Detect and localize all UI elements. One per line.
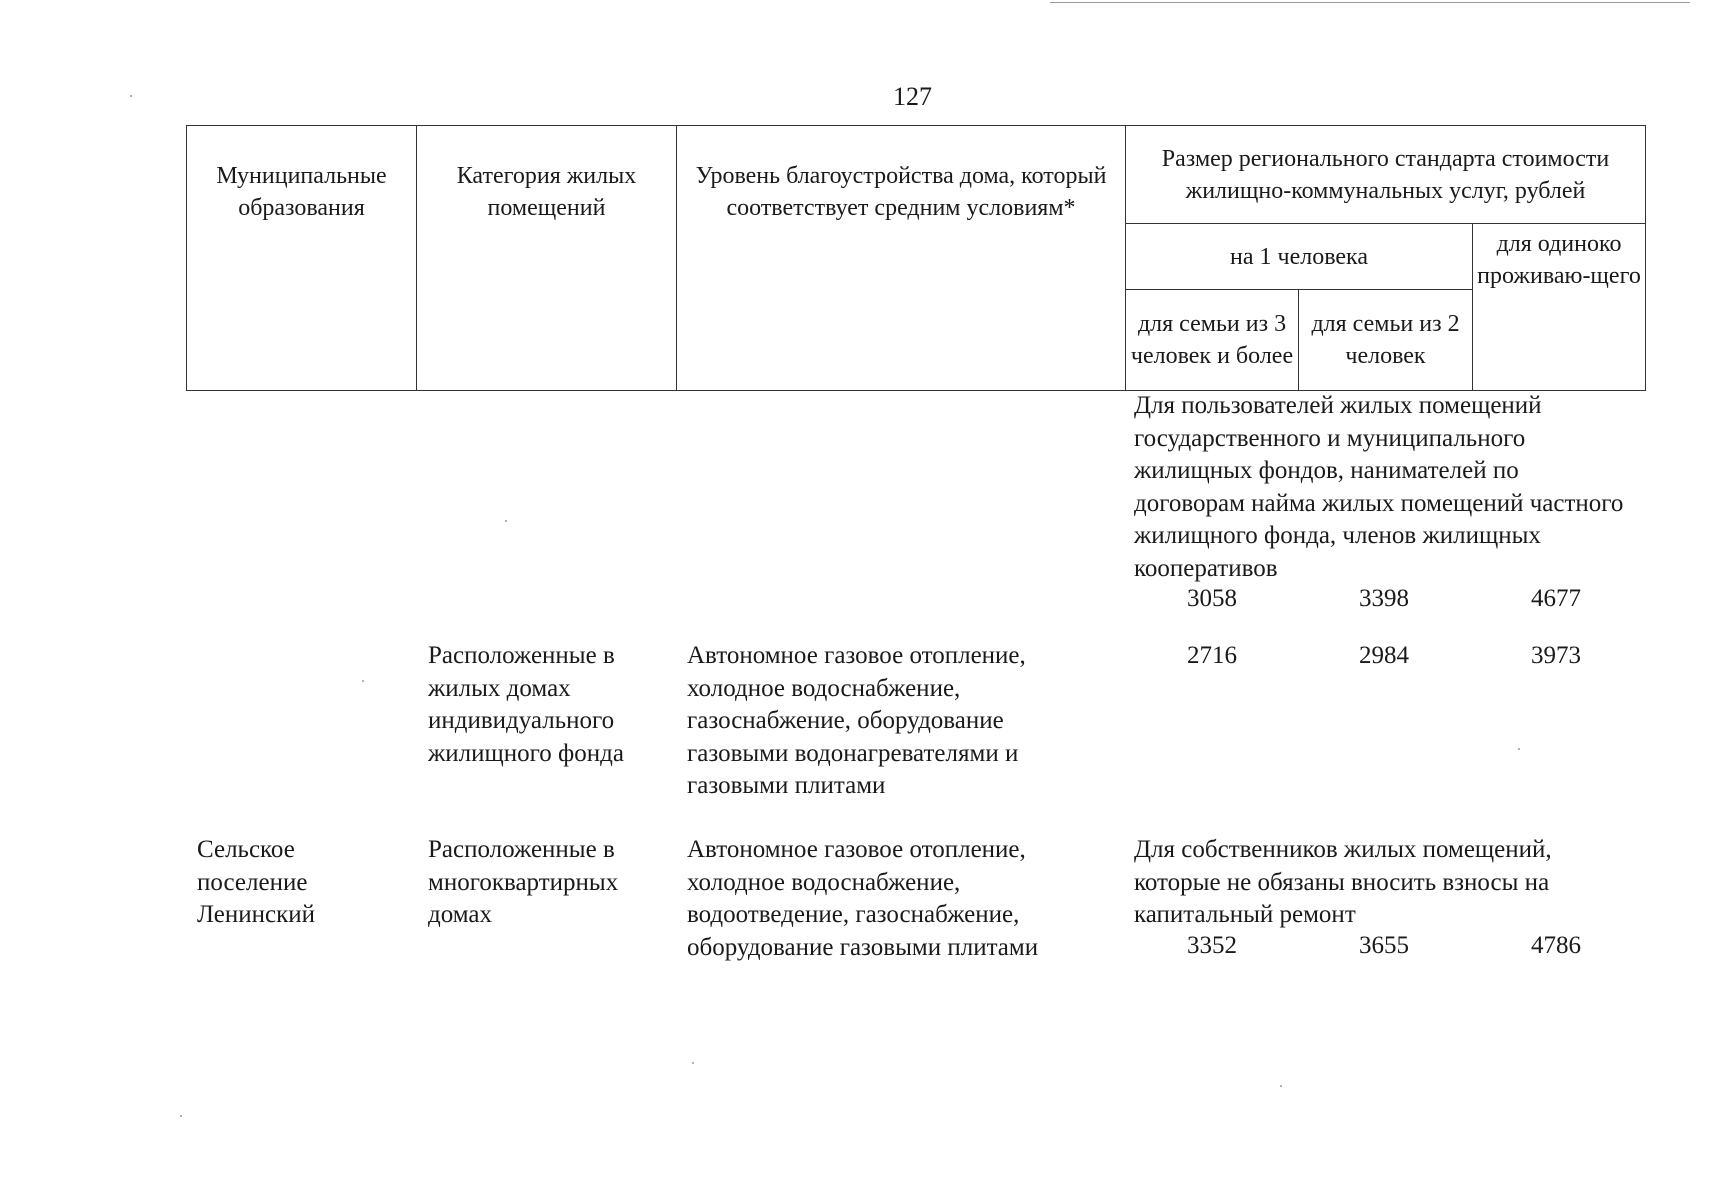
value-family2: 3655 (1359, 932, 1409, 959)
section-note: Для собственников жилых помещений, которые не обязаны вносить взносы на капитальный ремонт (1134, 836, 1552, 928)
value-single: 4677 (1531, 585, 1581, 612)
scan-speck (1280, 1085, 1282, 1087)
value-family2: 2984 (1359, 642, 1409, 669)
scan-speck (180, 1115, 182, 1117)
scan-speck (130, 95, 132, 97)
row-level: Автономное газовое отопление, холодное водоснабжение, водоотведение, газоснабжение, оборудование газовыми плитами (687, 836, 1039, 961)
value-single: 4786 (1531, 932, 1581, 959)
section-note: Для пользователей жилых помещений государственного и муниципального жилищных фондов, нанимателей по договорам найма жилых помещений частного жилищного фонда, членов жилищных кооперативов (1134, 392, 1624, 582)
header-level: Уровень благоустройства дома, который соответствует средним условиям* (677, 126, 1126, 391)
header-per-person: на 1 человека (1126, 224, 1473, 290)
scan-edge-line (1050, 2, 1690, 3)
value-single: 3973 (1531, 642, 1581, 669)
row-municipality: Сельское поселение Ленинский (197, 836, 316, 928)
header-family3: для семьи из 3 человек и более (1126, 290, 1299, 391)
scan-speck (692, 1062, 694, 1064)
value-family2: 3398 (1359, 585, 1409, 612)
scan-speck (505, 520, 507, 522)
header-single: для одиноко проживаю-щего (1473, 224, 1646, 391)
header-family2: для семьи из 2 человек (1299, 290, 1473, 391)
header-municipal: Муниципальные образования (187, 126, 417, 391)
header-category: Категория жилых помещений (417, 126, 677, 391)
row-category: Расположенные в жилых домах индивидуального жилищного фонда (428, 642, 624, 767)
row-category: Расположенные в многоквартирных домах (428, 836, 619, 928)
value-family3: 3058 (1187, 585, 1237, 612)
value-family3: 3352 (1187, 932, 1237, 959)
scan-speck (1518, 748, 1520, 750)
value-family3: 2716 (1187, 642, 1237, 669)
header-standard: Размер регионального стандарта стоимости жилищно-коммунальных услуг, рублей (1126, 126, 1646, 224)
scan-speck (362, 680, 364, 682)
page-number: 127 (893, 82, 932, 111)
table-header (186, 125, 1646, 391)
row-level: Автономное газовое отопление, холодное водоснабжение, газоснабжение, оборудование газовыми водонагревателями и газовыми плитами (687, 642, 1026, 799)
